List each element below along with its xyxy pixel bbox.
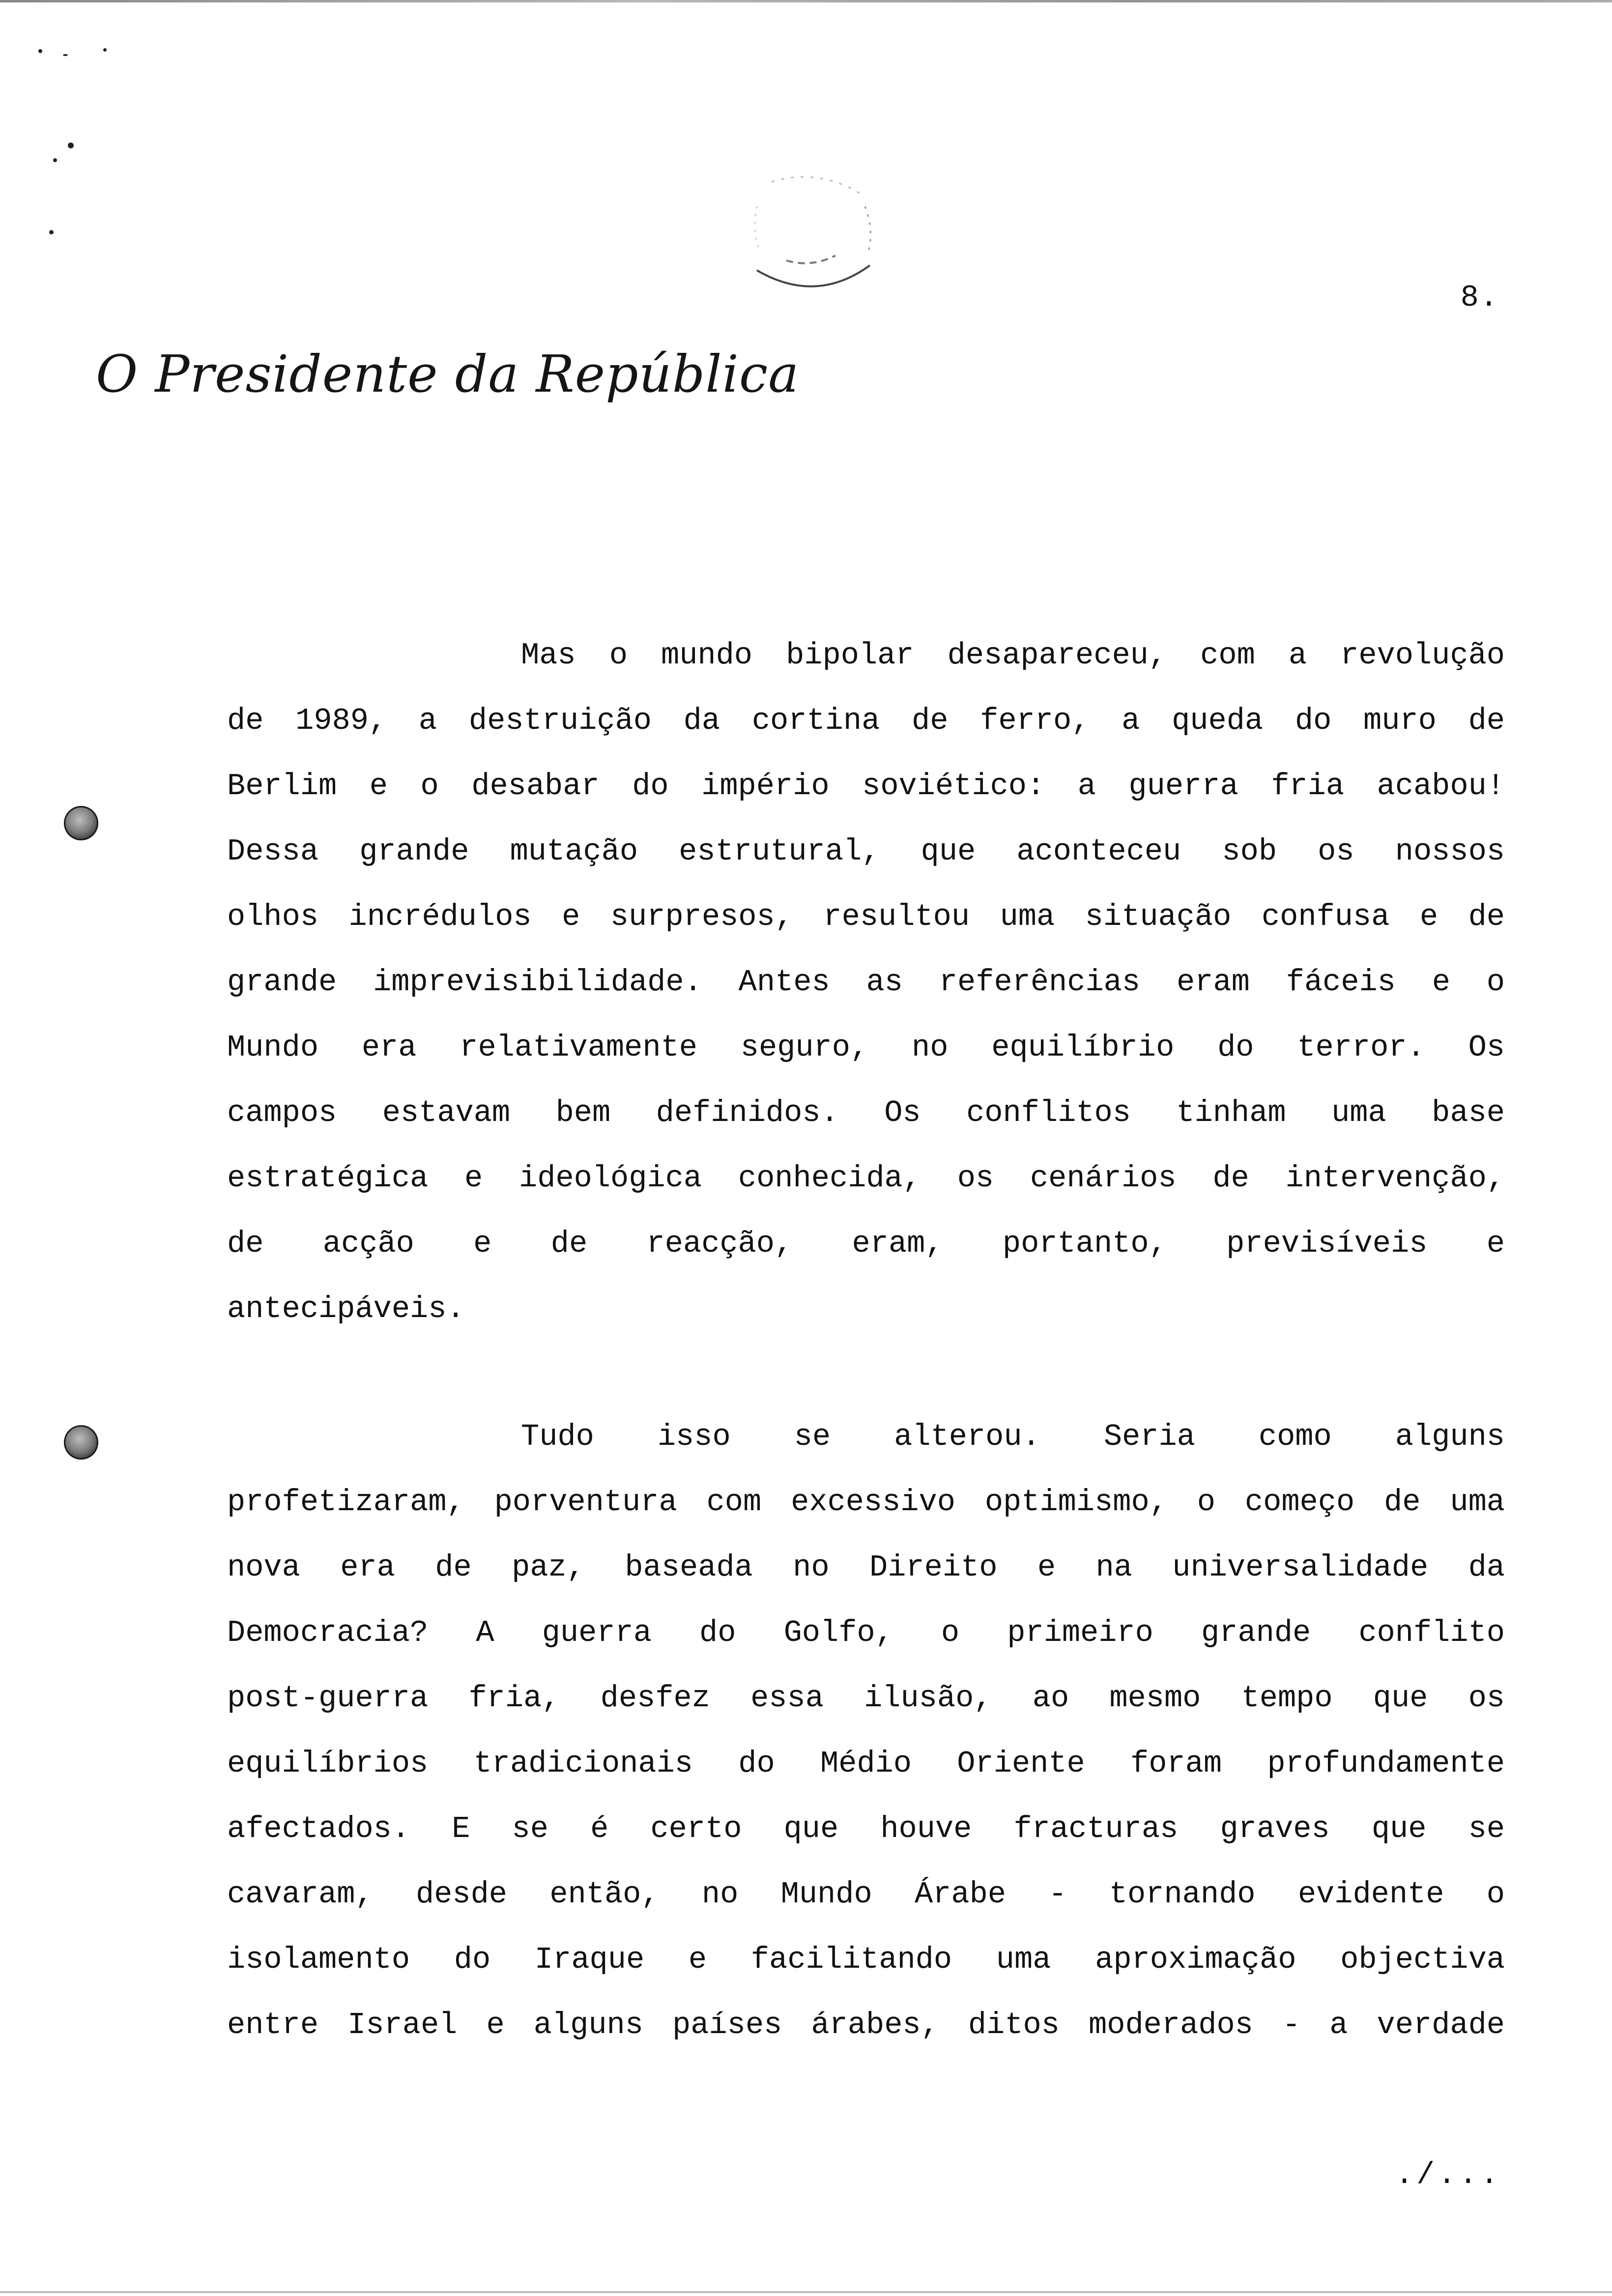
- text-line: antecipáveis.: [227, 1292, 465, 1326]
- scan-speck: [38, 49, 42, 53]
- text-line: isolamento do Iraque e facilitando uma aproximação objectiva: [227, 1942, 1505, 1977]
- text-line: campos estavam bem definidos. Os conflitos tinham uma base: [227, 1095, 1505, 1130]
- text-line: Berlim e o desabar do império soviético: a guerra fria acabou!: [227, 769, 1505, 804]
- text-line: post-guerra fria, desfez essa ilusão, ao mesmo tempo que os: [227, 1681, 1505, 1716]
- punch-hole-top: [64, 806, 98, 840]
- text-line: Tudo isso se alterou. Seria como alguns: [521, 1419, 1505, 1454]
- text-line: Mas o mundo bipolar desapareceu, com a revolução: [521, 638, 1505, 673]
- page-number: 8.: [1460, 280, 1499, 315]
- text-line: cavaram, desde então, no Mundo Árabe - tornando evidente o: [227, 1877, 1505, 1912]
- scan-speck: [103, 48, 107, 52]
- continuation-mark: ./...: [1395, 2157, 1501, 2192]
- scan-speck: [68, 143, 74, 148]
- text-line: afectados. E se é certo que houve fracturas graves que se: [227, 1811, 1505, 1846]
- text-line: Democracia? A guerra do Golfo, o primeiro grande conflito: [227, 1615, 1505, 1650]
- scan-speck: [49, 230, 54, 234]
- text-line: entre Israel e alguns países árabes, ditos moderados - a verdade: [227, 2008, 1505, 2042]
- text-line: Mundo era relativamente seguro, no equilíbrio do terror. Os: [227, 1030, 1505, 1065]
- text-line: grande imprevisibilidade. Antes as referências eram fáceis e o: [227, 965, 1505, 1000]
- text-line: de acção e de reacção, eram, portanto, previsíveis e: [227, 1226, 1505, 1261]
- text-line: profetizaram, porventura com excessivo optimismo, o começo de uma: [227, 1485, 1505, 1520]
- scan-speck: [53, 158, 57, 162]
- paragraph-2: [227, 1404, 1505, 2058]
- letterhead: O Presidente da República: [96, 344, 800, 404]
- text-line: de 1989, a destruição da cortina de ferro, a queda do muro de: [227, 703, 1505, 738]
- paragraph-1: [227, 623, 1505, 1342]
- text-line: olhos incrédulos e surpresos, resultou uma situação confusa e de: [227, 899, 1505, 934]
- text-line: equilíbrios tradicionais do Médio Oriente foram profundamente: [227, 1746, 1505, 1781]
- scan-bottom-edge: [0, 2291, 1612, 2293]
- seal-impression: [742, 162, 890, 315]
- text-line: nova era de paz, baseada no Direito e na universalidade da: [227, 1550, 1505, 1585]
- punch-hole-bottom: [64, 1425, 98, 1460]
- scan-top-edge: [0, 0, 1612, 2]
- text-line: estratégica e ideológica conhecida, os cenários de intervenção,: [227, 1161, 1505, 1196]
- text-line: Dessa grande mutação estrutural, que aconteceu sob os nossos: [227, 834, 1505, 869]
- scan-speck: [63, 54, 68, 56]
